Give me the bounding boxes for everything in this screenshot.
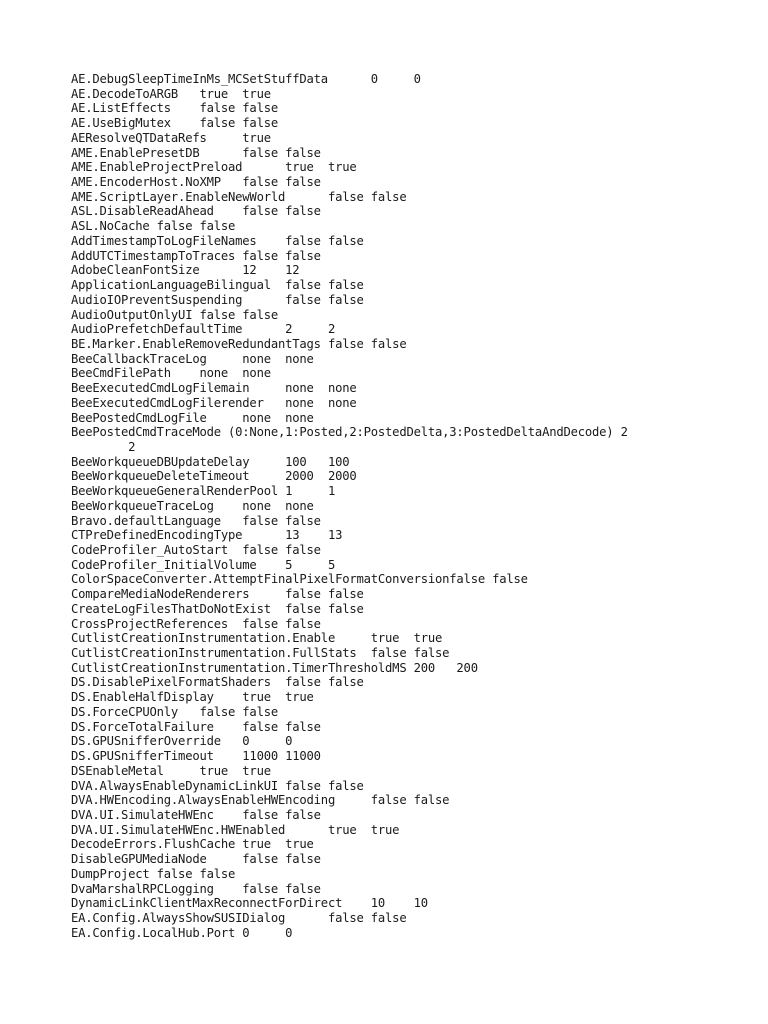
- text-line-content: DVA.AlwaysEnableDynamicLinkUI false false: [71, 778, 364, 793]
- text-line-content: CTPreDefinedEncodingType 13 13: [71, 528, 343, 543]
- text-line-content: DVA.HWEncoding.AlwaysEnableHWEncoding false false: [71, 793, 450, 808]
- text-line-content: DVA.UI.SimulateHWEnc.HWEnabled true true: [71, 822, 400, 837]
- text-line: [71, 293, 761, 308]
- preferences-text-listing: [71, 72, 761, 940]
- text-line-content: DynamicLinkClientMaxReconnectForDirect 10 10: [71, 896, 428, 911]
- text-line: [71, 543, 761, 558]
- text-line: [71, 911, 761, 926]
- text-line: [71, 749, 761, 764]
- text-line-content: Bravo.defaultLanguage false false: [71, 513, 321, 528]
- text-line: [71, 352, 761, 367]
- text-line: [71, 455, 761, 470]
- text-line-content: 2: [71, 439, 136, 454]
- text-line-content: DecodeErrors.FlushCache true true: [71, 837, 314, 852]
- text-line-content: BeeWorkqueueTraceLog none none: [71, 498, 314, 513]
- text-line-content: AME.EnableProjectPreload true true: [71, 160, 357, 175]
- text-line-content: BeeWorkqueueDeleteTimeout 2000 2000: [71, 469, 357, 484]
- text-line-content: BeePostedCmdLogFile none none: [71, 410, 314, 425]
- text-line-content: BeeWorkqueueGeneralRenderPool 1 1: [71, 484, 336, 499]
- text-line-content: AudioOutputOnlyUI false false: [71, 307, 278, 322]
- text-line-content: DS.DisablePixelFormatShaders false false: [71, 675, 364, 690]
- text-line: [71, 484, 761, 499]
- text-line-content: DS.ForceCPUOnly false false: [71, 704, 278, 719]
- text-line-content: DumpProject false false: [71, 866, 236, 881]
- text-line-content: AE.ListEffects false false: [71, 101, 278, 116]
- text-line: [71, 116, 761, 131]
- text-line: [71, 587, 761, 602]
- text-line: [71, 175, 761, 190]
- text-line-content: DS.EnableHalfDisplay true true: [71, 690, 314, 705]
- text-line: [71, 882, 761, 897]
- text-line: [71, 675, 761, 690]
- text-line-content: AdobeCleanFontSize 12 12: [71, 263, 300, 278]
- text-line-content: ASL.NoCache false false: [71, 219, 236, 234]
- text-line-content: CrossProjectReferences false false: [71, 616, 321, 631]
- text-line-content: CreateLogFilesThatDoNotExist false false: [71, 601, 364, 616]
- text-line-content: AME.EncoderHost.NoXMP false false: [71, 175, 321, 190]
- text-line-content: DVA.UI.SimulateHWEnc false false: [71, 807, 321, 822]
- text-line: [71, 204, 761, 219]
- text-line: [71, 337, 761, 352]
- text-line-content: DS.GPUSnifferTimeout 11000 11000: [71, 749, 321, 764]
- text-line: [71, 101, 761, 116]
- text-line: [71, 867, 761, 882]
- text-line: [71, 366, 761, 381]
- text-line-content: CutlistCreationInstrumentation.TimerThresholdMS 200 200: [71, 660, 478, 675]
- text-line: [71, 514, 761, 529]
- text-line: [71, 278, 761, 293]
- text-line-content: BeeExecutedCmdLogFilemain none none: [71, 381, 357, 396]
- text-line: [71, 631, 761, 646]
- text-line-content: DS.GPUSnifferOverride 0 0: [71, 734, 293, 749]
- text-line-content: BeeWorkqueueDBUpdateDelay 100 100: [71, 454, 350, 469]
- text-line: [71, 440, 761, 455]
- text-line: [71, 779, 761, 794]
- text-line: [71, 690, 761, 705]
- text-line: [71, 896, 761, 911]
- text-line: [71, 705, 761, 720]
- text-line: [71, 852, 761, 867]
- text-line-content: AudioIOPreventSuspending false false: [71, 292, 364, 307]
- text-line-content: AE.UseBigMutex false false: [71, 116, 278, 131]
- text-line-content: EA.Config.LocalHub.Port 0 0: [71, 925, 293, 940]
- text-line: [71, 837, 761, 852]
- text-line-content: BeeCmdFilePath none none: [71, 366, 271, 381]
- text-line: [71, 734, 761, 749]
- text-line: [71, 572, 761, 587]
- text-line-content: CodeProfiler_InitialVolume 5 5: [71, 557, 336, 572]
- text-line-content: BeePostedCmdTraceMode (0:None,1:Posted,2:PostedDelta,3:PostedDeltaAndDecode) 2: [71, 425, 628, 440]
- text-line-content: CompareMediaNodeRenderers false false: [71, 587, 364, 602]
- text-line: [71, 190, 761, 205]
- text-line-content: AddUTCTimestampToTraces false false: [71, 248, 321, 263]
- text-line-content: EA.Config.AlwaysShowSUSIDialog false false: [71, 910, 407, 925]
- text-line: [71, 234, 761, 249]
- text-line-content: DSEnableMetal true true: [71, 763, 271, 778]
- text-line: [71, 720, 761, 735]
- text-line-content: AE.DebugSleepTimeInMs_MCSetStuffData 0 0: [71, 72, 421, 86]
- text-line-content: DisableGPUMediaNode false false: [71, 852, 321, 867]
- text-line-content: DvaMarshalRPCLogging false false: [71, 881, 321, 896]
- text-line-content: AME.ScriptLayer.EnableNewWorld false false: [71, 189, 407, 204]
- text-line: [71, 823, 761, 838]
- text-line: [71, 263, 761, 278]
- text-line-content: BeeCallbackTraceLog none none: [71, 351, 314, 366]
- text-line: [71, 469, 761, 484]
- text-line: [71, 308, 761, 323]
- text-line-content: AEResolveQTDataRefs true: [71, 130, 271, 145]
- text-line-content: BE.Marker.EnableRemoveRedundantTags false false: [71, 336, 407, 351]
- text-line: [71, 160, 761, 175]
- text-line: [71, 72, 761, 87]
- text-line: [71, 602, 761, 617]
- text-line: [71, 528, 761, 543]
- text-line: [71, 411, 761, 426]
- text-line-content: BeeExecutedCmdLogFilerender none none: [71, 395, 357, 410]
- text-line: [71, 381, 761, 396]
- text-line: [71, 661, 761, 676]
- text-line: [71, 425, 761, 440]
- text-line: [71, 764, 761, 779]
- text-line-content: AddTimestampToLogFileNames false false: [71, 233, 364, 248]
- text-line-content: CutlistCreationInstrumentation.FullStats false false: [71, 646, 450, 661]
- text-line: [71, 396, 761, 411]
- text-line: [71, 146, 761, 161]
- text-line: [71, 793, 761, 808]
- text-line: [71, 499, 761, 514]
- text-line-content: AE.DecodeToARGB true true: [71, 86, 271, 101]
- text-line-content: AME.EnablePresetDB false false: [71, 145, 321, 160]
- text-line: [71, 322, 761, 337]
- text-line-content: CodeProfiler_AutoStart false false: [71, 543, 321, 557]
- text-line-content: ASL.DisableReadAhead false false: [71, 204, 321, 219]
- text-line: [71, 131, 761, 146]
- text-line: [71, 808, 761, 823]
- text-line: [71, 249, 761, 264]
- text-line: [71, 87, 761, 102]
- text-line-content: CutlistCreationInstrumentation.Enable true true: [71, 631, 443, 646]
- text-line: [71, 926, 761, 941]
- text-line-content: DS.ForceTotalFailure false false: [71, 719, 321, 734]
- text-line-content: ApplicationLanguageBilingual false false: [71, 278, 364, 293]
- text-line: [71, 646, 761, 661]
- text-line-content: ColorSpaceConverter.AttemptFinalPixelFormatConversionfalse false: [71, 572, 528, 587]
- text-line: [71, 219, 761, 234]
- text-line: [71, 617, 761, 632]
- text-line-content: AudioPrefetchDefaultTime 2 2: [71, 322, 336, 337]
- text-line: [71, 558, 761, 573]
